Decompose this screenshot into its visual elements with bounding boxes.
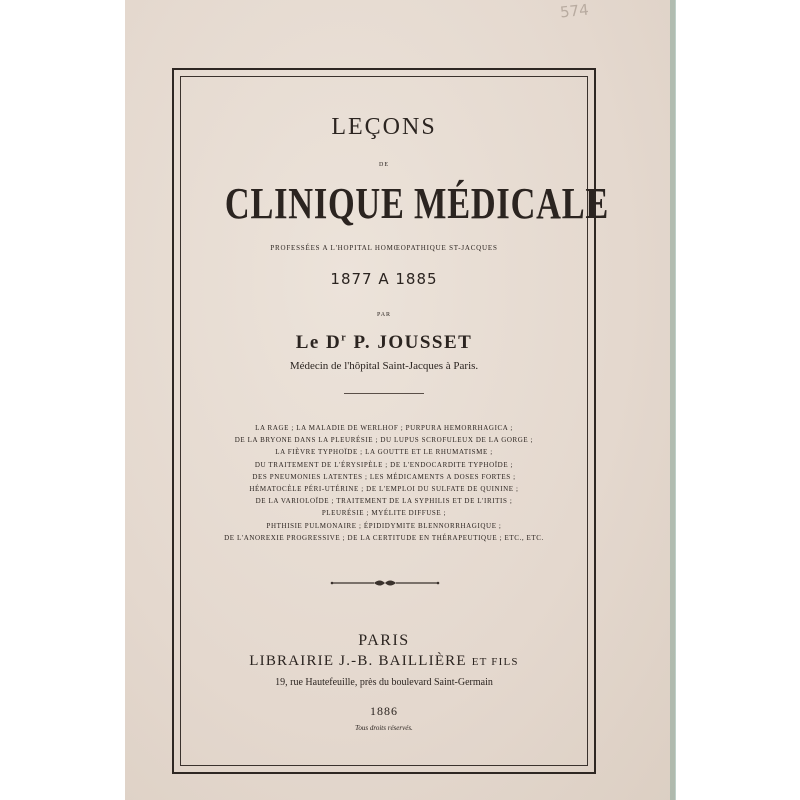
contents-line: LA RAGE ; LA MALADIE DE WERLHOF ; PURPURA HEMORRHAGICA ;	[255, 424, 513, 432]
author-prefix-sup: r	[341, 332, 348, 344]
title-de: DE	[379, 162, 389, 168]
contents-line: PLEURÉSIE ; MYÉLITE DIFFUSE ;	[321, 509, 447, 518]
contents-list	[180, 422, 588, 544]
contents-line: DU TRAITEMENT DE L'ÉRYSIPÈLE ; DE L'ENDOCARDITE TYPHOÏDE ;	[254, 460, 514, 469]
pencil-mark: 574	[559, 0, 590, 22]
author-name: P. JOUSSET	[353, 332, 473, 353]
contents-line: DE L'ANOREXIE PROGRESSIVE ; DE LA CERTITUDE EN THÉRAPEUTIQUE ; ETC., ETC.	[224, 533, 544, 542]
main-title: CLINIQUE MÉDICALE	[224, 179, 610, 228]
author-line	[180, 332, 588, 354]
years-range: 1877 A 1885	[330, 270, 438, 288]
publisher-line	[180, 653, 588, 670]
author-role: Médecin de l'hôpital Saint-Jacques à Paris.	[289, 360, 479, 372]
contents-line: HÉMATOCÈLE PÉRI-UTÉRINE ; DE L'EMPLOI DU SULFATE DE QUININE ;	[249, 485, 519, 494]
author-prefix: Le D	[295, 332, 342, 353]
author-par: PAR	[376, 312, 392, 318]
publication-year: 1886	[370, 704, 398, 718]
contents-line: PHTHISIE PULMONAIRE ; ÉPIDIDYMITE BLENNORRHAGIQUE ;	[266, 521, 502, 530]
publisher-name: LIBRAIRIE J.-B. BAILLIÈRE	[249, 653, 467, 669]
publisher-et-fils: ET FILS	[471, 656, 519, 668]
contents-line: DE LA VARIOLOÏDE ; TRAITEMENT DE LA SYPHILIS ET DE L'IRITIS ;	[255, 497, 513, 506]
contents-line: DE LA BRYONE DANS LA PLEURÉSIE ; DU LUPUS SCROFULEUX DE LA GORGE ;	[234, 436, 534, 445]
title-lecons: LEÇONS	[331, 114, 437, 140]
publisher-city: PARIS	[358, 632, 410, 649]
page-edge-stain	[670, 0, 676, 800]
rights-notice: Tous droits réservés.	[355, 724, 413, 732]
contents-line: DES PNEUMONIES LATENTES ; LES MÉDICAMENTS A DOSES FORTES ;	[252, 472, 516, 481]
ornament-divider-icon	[330, 578, 440, 588]
publisher-address: 19, rue Hautefeuille, près du boulevard Saint-Germain	[275, 677, 493, 688]
section-divider	[344, 393, 424, 394]
subtitle-professees: PROFESSÉES A L'HOPITAL HOMŒOPATHIQUE ST-JACQUES	[270, 244, 498, 252]
contents-line: LA FIÈVRE TYPHOÏDE ; LA GOUTTE ET LE RHUMATISME ;	[275, 448, 493, 457]
